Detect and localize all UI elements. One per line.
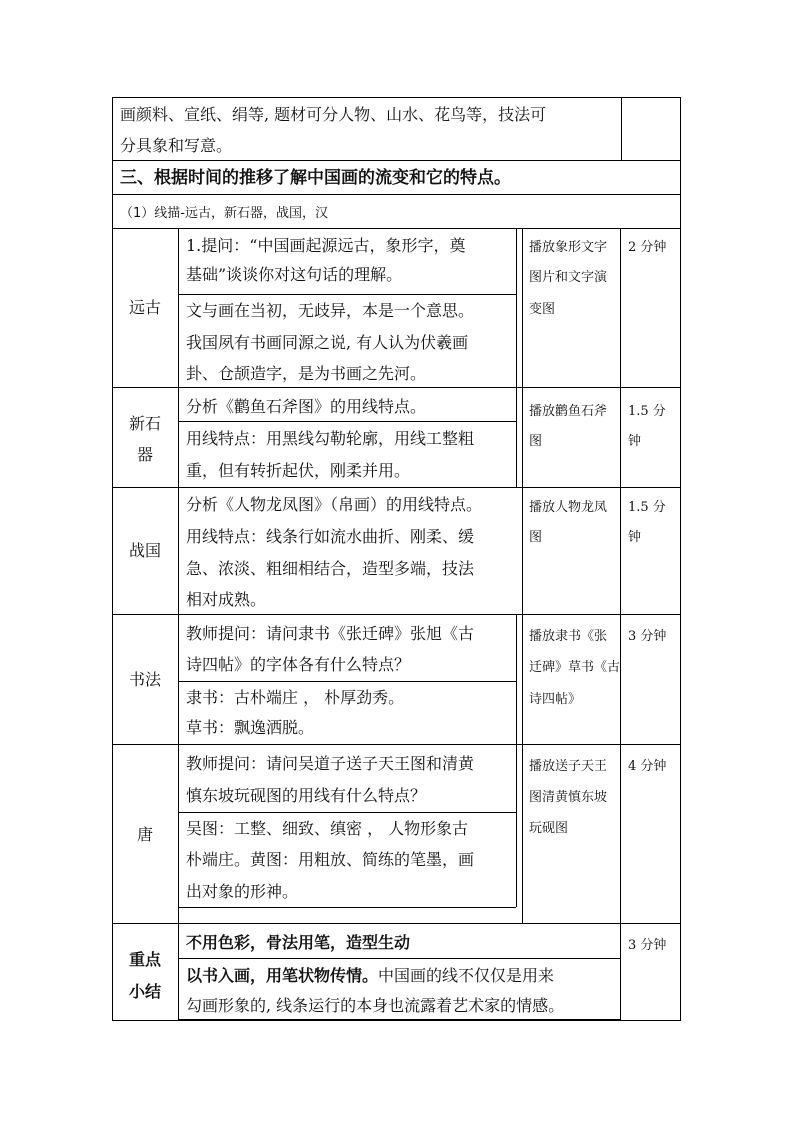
- section-heading: 三、根据时间的推移了解中国画的流变和它的特点。: [120, 168, 511, 188]
- answer-line: 急、浓淡、粗细相结合，造型多端，技法: [186, 559, 475, 578]
- summary-line-3: 勾画形象的, 线条运行的本身也流露着艺术家的情感。: [186, 996, 565, 1015]
- media-note: 玩砚图: [529, 821, 569, 836]
- question-line: 基础”谈谈你对这句话的理解。: [186, 265, 403, 284]
- time-note: 钟: [628, 434, 642, 449]
- inner-box-line: [178, 294, 516, 295]
- question-line: 分析《人物龙凤图》（帛画）的用线特点。: [186, 495, 483, 514]
- column-divider: [621, 97, 622, 160]
- answer-line: 用线特点：线条行如流水曲折、刚柔、缓: [186, 527, 475, 546]
- time-note: 1.5 分: [628, 404, 666, 419]
- inner-box-line: [178, 487, 516, 488]
- row-separator: [112, 744, 681, 745]
- answer-line: 文与画在当初，无歧异，本是一个意思。: [186, 301, 475, 320]
- answer-line: 相对成熟。: [186, 590, 267, 609]
- table-top-border: [112, 97, 681, 98]
- media-note: 图: [529, 434, 543, 449]
- inner-box-line: [178, 681, 516, 682]
- media-note: 播放隶书《张: [529, 629, 608, 644]
- question-line: 教师提问：请问吴道子送子天王图和清黄: [186, 754, 475, 773]
- table-bottom-border: [112, 1020, 681, 1021]
- time-note: 1.5 分: [628, 500, 666, 515]
- row-separator: [112, 160, 681, 161]
- media-note: 图清黄慎东坡: [529, 790, 608, 805]
- period-label: 书法: [128, 670, 161, 689]
- time-note: 3 分钟: [628, 938, 667, 953]
- media-note: 播放象形文字: [529, 240, 608, 255]
- inner-box-line: [178, 812, 516, 813]
- row-separator: [112, 923, 681, 924]
- summary-line-2: [186, 966, 554, 986]
- inner-box-line: [178, 958, 620, 959]
- inner-box-line: [516, 744, 517, 907]
- intro-line-1: 画颜料、宣纸、绢等, 题材可分人物、山水、花鸟等，技法可: [120, 105, 547, 124]
- question-line: 慎东坡玩砚图的用线有什么特点？: [186, 786, 427, 805]
- time-note: 3 分钟: [628, 629, 667, 644]
- question-line: 分析《鹳鱼石斧图》的用线特点。: [186, 397, 427, 416]
- intro-line-2: 分具象和写意。: [120, 136, 233, 155]
- answer-line: 用线特点：用黑线勾勒轮廓，用线工整粗: [186, 429, 475, 448]
- answer-line: 草书：飘逸洒脱。: [186, 718, 315, 737]
- question-line: 诗四帖》的字体各有什么特点？: [186, 655, 411, 674]
- table-right-border: [680, 97, 681, 1021]
- column-divider: [178, 228, 179, 1020]
- inner-box-line: [516, 228, 517, 387]
- time-note: 4 分钟: [628, 759, 667, 774]
- column-divider: [522, 228, 523, 923]
- media-note: 播放鹳鱼石斧: [529, 404, 608, 419]
- inner-box-line: [516, 387, 517, 487]
- answer-line: 我国夙有书画同源之说, 有人认为伏羲画: [186, 333, 469, 352]
- answer-line: 朴端庄。黄图：用粗放、简练的笔墨，画: [186, 850, 475, 869]
- row-separator: [112, 614, 681, 615]
- inner-box-line: [178, 1019, 620, 1020]
- summary-line-2-bold: 以书入画，用笔状物传情。: [186, 966, 379, 985]
- inner-box-line: [178, 907, 516, 908]
- answer-line: 隶书：古朴端庄 ， 朴厚劲秀。: [186, 688, 405, 707]
- answer-line: 卦、仓颉造字，是为书画之先河。: [186, 364, 427, 383]
- answer-line: 出对象的形神。: [186, 882, 299, 901]
- row-separator: [112, 194, 681, 195]
- media-note: 播放人物龙凤: [529, 500, 608, 515]
- summary-line-2-rest: 中国画的线不仅仅是用来: [378, 966, 555, 985]
- summary-line-1: 不用色彩，骨法用笔，造型生动: [186, 933, 411, 952]
- media-note: 迁碑》草书《古: [529, 660, 621, 675]
- time-note: 钟: [628, 530, 642, 545]
- column-divider: [620, 228, 621, 1020]
- time-note: 2 分钟: [628, 240, 667, 255]
- period-label: 新石: [128, 414, 161, 433]
- answer-line: 吴图：工整、细致、缜密 ， 人物形象古: [186, 819, 469, 838]
- answer-line: 重，但有转折起伏，刚柔并用。: [186, 461, 411, 480]
- inner-box-line: [178, 421, 516, 422]
- question-line: 教师提问：请问隶书《张迁碑》张旭《古: [186, 624, 475, 643]
- question-line: 1.提问：“中国画起源远古，象形字，奠: [186, 236, 466, 255]
- inner-box-line: [516, 614, 517, 744]
- row-separator: [112, 387, 681, 388]
- media-note: 播放送子天王: [529, 759, 608, 774]
- media-note: 图: [529, 530, 543, 545]
- period-label: 唐: [136, 825, 153, 844]
- period-label: 器: [136, 445, 153, 464]
- media-note: 变图: [529, 302, 556, 317]
- summary-label: 重点: [128, 950, 161, 969]
- sub-heading: （1）线描-远古，新石器，战国，汉: [120, 206, 328, 221]
- summary-label: 小结: [128, 982, 161, 1001]
- media-note: 诗四帖》: [529, 692, 582, 707]
- row-separator: [112, 228, 681, 229]
- media-note: 图片和文字演: [529, 270, 608, 285]
- period-label: 远古: [128, 298, 161, 317]
- period-label: 战国: [128, 541, 161, 560]
